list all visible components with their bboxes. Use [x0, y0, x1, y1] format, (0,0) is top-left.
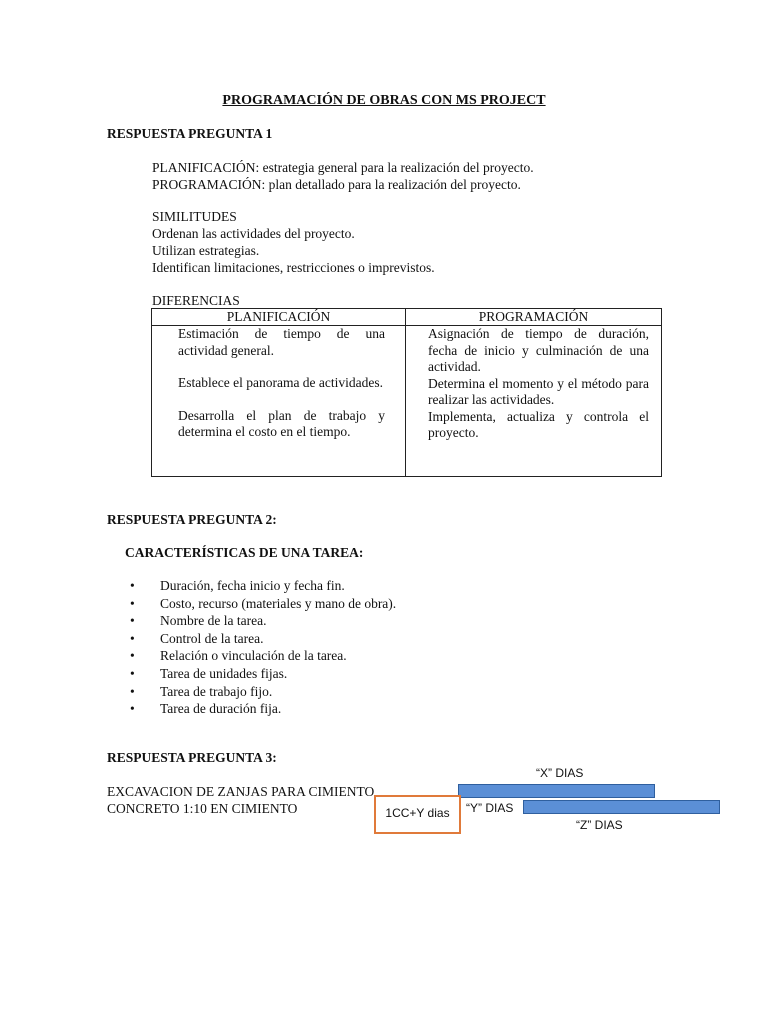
- gantt-bar-concreto: [523, 800, 720, 814]
- planificacion-item: Establece el panorama de actividades.: [178, 375, 384, 390]
- list-item: • Duración, fecha inicio y fecha fin.: [130, 577, 396, 595]
- list-item: • Tarea de trabajo fijo.: [130, 683, 396, 701]
- list-item: • Control de la tarea.: [130, 630, 396, 648]
- q2-subheading: CARACTERÍSTICAS DE UNA TAREA:: [125, 545, 364, 560]
- similarity-item: Ordenan las actividades del proyecto.: [152, 226, 355, 241]
- q3-heading: RESPUESTA PREGUNTA 3:: [107, 750, 277, 765]
- programacion-item: Asignación de tiempo de duración, fecha de inicio y culminación de una actividad.: [428, 326, 649, 374]
- similarity-item: Identifican limitaciones, restricciones o imprevistos.: [152, 260, 435, 275]
- q2-heading: RESPUESTA PREGUNTA 2:: [107, 512, 277, 527]
- x-days-label: “X” DIAS: [536, 766, 584, 780]
- table-header-planificacion: PLANIFICACIÓN: [152, 309, 406, 326]
- gantt-bar-excavacion: [458, 784, 655, 798]
- y-days-label: “Y” DIAS: [466, 801, 514, 815]
- link-box: [374, 795, 461, 834]
- definition-planificacion: PLANIFICACIÓN: estrategia general para la realización del proyecto.: [152, 160, 534, 175]
- table-header-programacion: PROGRAMACIÓN: [406, 309, 662, 326]
- similarities-heading: SIMILITUDES: [152, 209, 237, 224]
- page-title: PROGRAMACIÓN DE OBRAS CON MS PROJECT: [222, 93, 546, 108]
- programacion-item: Determina el momento y el método para realizar las actividades.: [428, 375, 649, 407]
- similarity-item: Utilizan estrategias.: [152, 243, 260, 258]
- list-item: • Nombre de la tarea.: [130, 612, 396, 630]
- differences-table: [151, 308, 662, 477]
- task-characteristics-list: [130, 577, 396, 718]
- task-concreto: CONCRETO 1:10 EN CIMIENTO: [107, 801, 298, 816]
- planificacion-item: Estimación de tiempo de una actividad general.: [178, 326, 385, 358]
- link-box-label: 1CC+Y dias: [385, 806, 450, 820]
- z-days-label: “Z” DIAS: [576, 818, 623, 832]
- list-item: • Tarea de duración fija.: [130, 700, 396, 718]
- list-item: • Tarea de unidades fijas.: [130, 665, 396, 683]
- programacion-item: Implementa, actualiza y controla el proyecto.: [428, 408, 649, 440]
- differences-heading: DIFERENCIAS: [152, 293, 240, 308]
- planificacion-cell: [152, 326, 406, 477]
- list-item: • Costo, recurso (materiales y mano de obra).: [130, 595, 396, 613]
- task-excavacion: EXCAVACION DE ZANJAS PARA CIMIENTO: [107, 784, 375, 799]
- programacion-cell: [406, 326, 662, 477]
- definition-programacion: PROGRAMACIÓN: plan detallado para la realización del proyecto.: [152, 177, 521, 192]
- list-item: • Relación o vinculación de la tarea.: [130, 647, 396, 665]
- q1-heading: RESPUESTA PREGUNTA 1: [107, 126, 273, 141]
- planificacion-item: Desarrolla el plan de trabajo y determina el costo en el tiempo.: [178, 407, 385, 439]
